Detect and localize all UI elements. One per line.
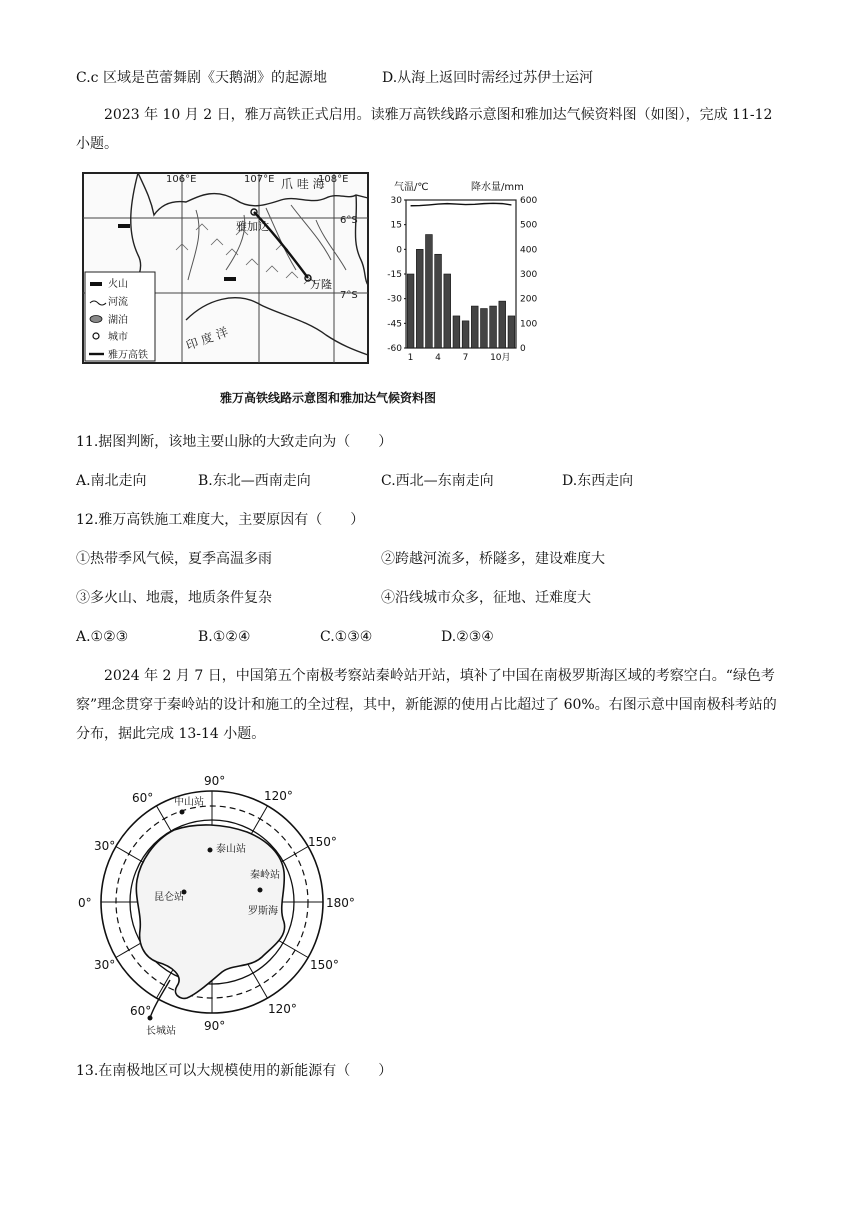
chart-ylabel-right: 降水量/mm [471, 182, 524, 193]
temp-tick-label: 0 [396, 245, 402, 256]
city-label-jakarta: 雅加达 [236, 220, 269, 233]
precip-tick-label: 500 [520, 220, 538, 231]
q12-option-d[interactable]: D.②③④ [441, 629, 494, 645]
q12-option-c[interactable]: C.①③④ [320, 629, 373, 645]
intro-paragraph-2: 2024 年 2 月 7 日，中国第五个南极考察站秦岭站开站，填补了中国在南极罗斯海区域的考察空白。“绿色考察”理念贯穿于秦岭站的设计和施工的全过程，其中，新能源的使用占比超过了 60%。右图示意中国南极科考站的分布，据此完成 13-14 小题。 [76, 668, 777, 742]
lon-label-bl2: 30° [94, 958, 116, 972]
ross-sea-label: 罗斯海 [248, 906, 278, 917]
q12-stem: 12.雅万高铁施工难度大，主要原因有（ ） [76, 512, 365, 528]
legend-city: 城市 [108, 332, 128, 343]
month-tick-label: 1 [407, 353, 414, 363]
q12-option-b[interactable]: B.①②④ [198, 629, 251, 645]
lon-label: 107°E [244, 174, 275, 185]
precip-bar [481, 309, 488, 348]
precip-bar [444, 274, 451, 348]
figure-2 [76, 760, 376, 1045]
precip-tick-label: 300 [520, 270, 538, 280]
q12-item-2: ②跨越河流多，桥隧多，建设难度大 [381, 551, 605, 567]
figure-1-svg [76, 160, 556, 415]
station-label-taishan: 泰山站 [216, 844, 246, 855]
station-label-changcheng: 长城站 [146, 1026, 176, 1037]
figure-1-caption: 雅万高铁线路示意图和雅加达气候资料图 [220, 391, 437, 405]
lon-label: 108°E [318, 174, 349, 185]
lon-label-top: 90° [204, 774, 226, 788]
q12-option-a[interactable]: A.①②③ [76, 629, 129, 645]
lon-label-bl1: 60° [130, 1004, 152, 1018]
precip-bar [471, 306, 478, 348]
ocean-label: 印 度 洋 [184, 324, 231, 353]
option-c-prev: C.c 区域是芭蕾舞剧《天鹅湖》的起源地 [76, 70, 327, 86]
lat-label: 7°S [340, 290, 358, 301]
precip-tick-label: 100 [520, 319, 538, 330]
city-label-bandung: 万隆 [310, 278, 332, 291]
figure-1 [76, 160, 556, 415]
precip-bar [453, 316, 460, 348]
precip-bar [407, 274, 414, 348]
month-tick-label: 7 [462, 353, 469, 363]
temp-tick-label: -60 [387, 344, 402, 354]
q11-option-d[interactable]: D.东西走向 [562, 473, 634, 489]
volcano-symbol [118, 224, 130, 228]
temp-tick-label: -30 [387, 294, 402, 305]
precip-bar [490, 306, 497, 348]
precip-bar [462, 321, 469, 348]
station-label-qinling: 秦岭站 [250, 870, 280, 881]
q11-option-c[interactable]: C.西北—东南走向 [381, 473, 494, 489]
sea-label: 爪 哇 海 [281, 177, 325, 191]
temp-tick-label: 30 [390, 196, 402, 206]
precip-bar [508, 316, 515, 348]
legend-river: 河流 [108, 297, 128, 308]
precip-bar [416, 249, 423, 348]
intro-paragraph-1: 2023 年 10 月 2 日，雅万高铁正式启用。读雅万高铁线路示意图和雅加达气候资料图（如图），完成 11-12 小题。 [76, 107, 773, 152]
precip-tick-label: 200 [520, 294, 538, 305]
q11-stem: 11.据图判断，该地主要山脉的大致走向为（ ） [76, 434, 393, 450]
map-legend [85, 272, 155, 361]
lon-label-br2: 150° [310, 958, 339, 972]
lon-label-right: 180° [326, 896, 355, 910]
precip-tick-label: 400 [520, 245, 538, 256]
volcano-symbol [224, 277, 236, 281]
station-label-zhongshan: 中山站 [174, 797, 204, 808]
legend-rail: 雅万高铁 [108, 350, 148, 361]
q11-option-a[interactable]: A.南北走向 [76, 473, 147, 489]
station-marker-qinling [258, 888, 263, 893]
temp-tick-label: -45 [387, 319, 402, 330]
q12-item-4: ④沿线城市众多，征地、迁难度大 [381, 590, 591, 606]
precip-tick-label: 0 [520, 344, 526, 354]
lon-label-tl2: 30° [94, 839, 116, 853]
station-label-kunlun: 昆仑站 [154, 892, 184, 903]
route-map [83, 173, 368, 363]
precip-bar [499, 301, 506, 348]
temp-tick-label: 15 [390, 220, 402, 231]
option-d-prev: D.从海上返回时需经过苏伊士运河 [382, 70, 594, 86]
lon-label-tr1: 120° [264, 789, 293, 803]
climate-chart [387, 180, 537, 363]
q12-item-1: ①热带季风气候，夏季高温多雨 [76, 551, 272, 567]
lon-label-tr2: 150° [308, 835, 337, 849]
temperature-line [411, 203, 512, 205]
lon-label-br1: 120° [268, 1002, 297, 1016]
legend-volcano: 火山 [108, 279, 128, 290]
chart-ylabel-left: 气温/℃ [394, 182, 429, 193]
lon-label-tl1: 60° [132, 791, 154, 805]
precip-tick-label: 600 [520, 196, 538, 206]
legend-lake: 湖泊 [108, 315, 128, 326]
lon-label-bottom: 90° [204, 1019, 226, 1033]
precip-bar [435, 254, 442, 348]
lon-label: 106°E [166, 174, 197, 185]
station-marker-zhongshan [180, 810, 185, 815]
antarctica-map-svg [76, 760, 376, 1045]
month-tick-label: 4 [435, 353, 441, 363]
station-marker-taishan [208, 848, 213, 853]
temp-tick-label: -15 [387, 270, 402, 280]
q11-option-b[interactable]: B.东北—西南走向 [198, 473, 311, 489]
q12-item-3: ③多火山、地震，地质条件复杂 [76, 590, 272, 606]
q13-stem: 13.在南极地区可以大规模使用的新能源有（ ） [76, 1063, 393, 1079]
precip-bar [426, 235, 433, 348]
lon-label-left: 0° [78, 896, 92, 910]
lat-label: 6°S [340, 215, 358, 226]
month-tick-label: 10月 [490, 353, 511, 363]
